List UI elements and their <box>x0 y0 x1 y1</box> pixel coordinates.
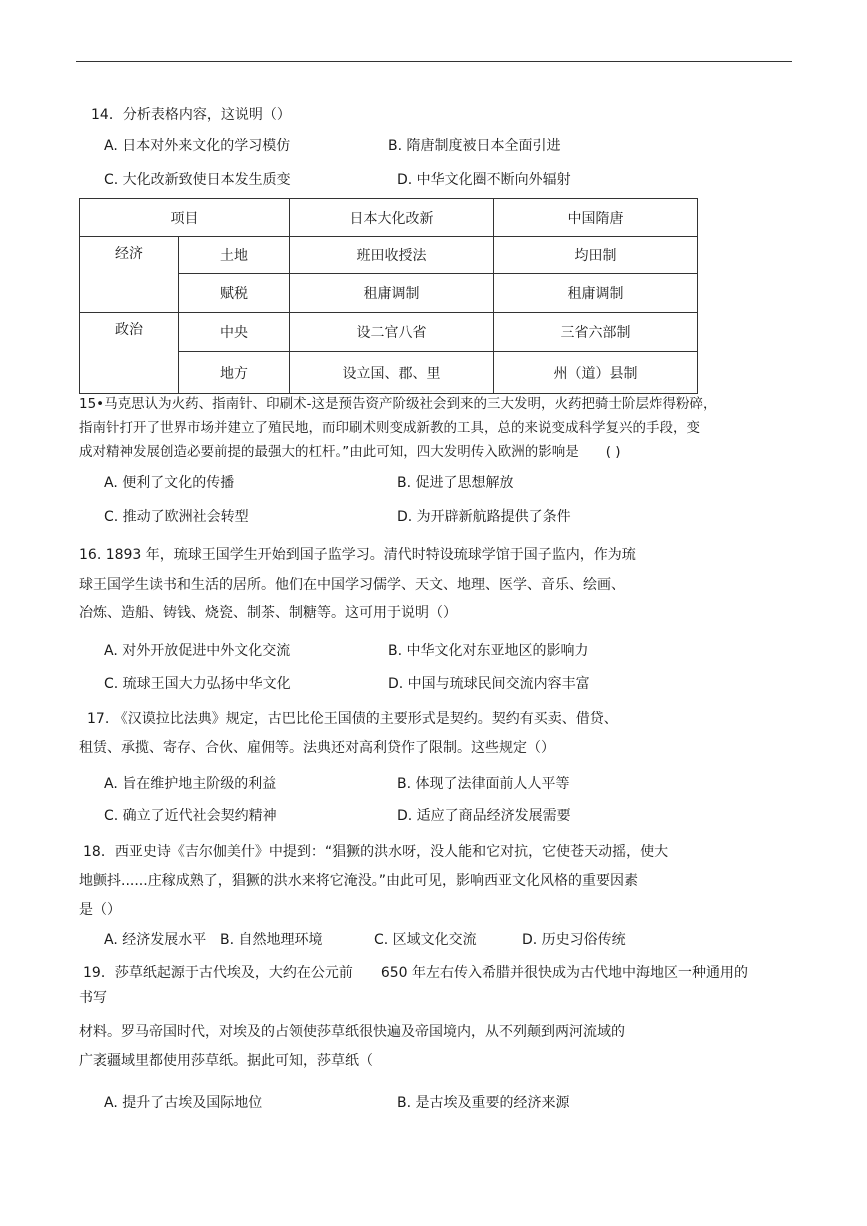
table-row <box>80 237 698 274</box>
q15-option-c[interactable]: C. 推动了欧洲社会转型 <box>104 509 249 525</box>
q19-line-3: 材料。罗马帝国时代，对埃及的占领使莎草纸很快遍及帝国境内，从不列颠到两河流域的 <box>79 1024 625 1040</box>
row-china: 三省六部制 <box>494 313 698 352</box>
row-china: 均田制 <box>494 237 698 274</box>
q18-option-d[interactable]: D. 历史习俗传统 <box>522 932 626 948</box>
q16-option-a[interactable]: A. 对外开放促进中外文化交流 <box>104 643 291 659</box>
comparison-table <box>79 198 698 394</box>
group-label-politics: 政治 <box>80 313 179 394</box>
q17-line-1: 17. 《汉谟拉比法典》规定，古巴比伦王国债的主要形式是契约。契约有买卖、借贷、 <box>87 711 618 727</box>
q17-option-d[interactable]: D. 适应了商品经济发展需要 <box>397 808 571 824</box>
row-item: 地方 <box>179 352 290 394</box>
q19-line-4: 广袤疆域里都使用莎草纸。据此可知，莎草纸（ <box>79 1053 373 1069</box>
row-japan: 设二官八省 <box>290 313 494 352</box>
q16-option-b[interactable]: B. 中华文化对东亚地区的影响力 <box>388 643 589 659</box>
q14-option-a[interactable]: A. 日本对外来文化的学习模仿 <box>104 138 291 154</box>
row-japan: 设立国、郡、里 <box>290 352 494 394</box>
header-japan: 日本大化改新 <box>290 199 494 237</box>
q19-option-a[interactable]: A. 提升了古埃及国际地位 <box>104 1095 263 1111</box>
q17-line-2: 租赁、承揽、寄存、合伙、雇佣等。法典还对高利贷作了限制。这些规定（） <box>79 740 555 756</box>
q14-option-b[interactable]: B. 隋唐制度被日本全面引进 <box>388 138 561 154</box>
q17-option-c[interactable]: C. 确立了近代社会契约精神 <box>104 808 277 824</box>
q18-option-c[interactable]: C. 区域文化交流 <box>374 932 477 948</box>
q19-option-b[interactable]: B. 是古埃及重要的经济来源 <box>397 1095 570 1111</box>
row-china: 州（道）县制 <box>494 352 698 394</box>
q16-line-2: 球王国学生读书和生活的居所。他们在中国学习儒学、天文、地理、医学、音乐、绘画、 <box>79 577 625 593</box>
q14-option-c[interactable]: C. 大化改新致使日本发生质变 <box>104 172 291 188</box>
q16-line-3: 冶炼、造船、铸钱、烧瓷、制茶、制糖等。这可用于说明（） <box>79 605 457 621</box>
row-japan: 班田收授法 <box>290 237 494 274</box>
row-item: 赋税 <box>179 274 290 313</box>
q15-line-1: 15•马克思认为火药、指南针、印刷术-这是预告资产阶级社会到来的三大发明，火药把骑士阶层炸得粉碎， <box>79 396 717 412</box>
q18-option-b[interactable]: B. 自然地理环境 <box>220 932 323 948</box>
q15-option-d[interactable]: D. 为开辟新航路提供了条件 <box>397 509 571 525</box>
q14-option-d[interactable]: D. 中华文化圈不断向外辐射 <box>397 172 571 188</box>
row-item: 土地 <box>179 237 290 274</box>
q18-line-1: 18．西亚史诗《吉尔伽美什》中提到：“猖獗的洪水呀，没人能和它对抗，它使苍天动摇，使大 <box>83 844 669 860</box>
q14-stem: 14．分析表格内容，这说明（） <box>91 107 291 123</box>
header-china: 中国隋唐 <box>494 199 698 237</box>
q17-option-b[interactable]: B. 体现了法律面前人人平等 <box>397 776 570 792</box>
q15-line-2: 指南针打开了世界市场并建立了殖民地，而印刷术则变成新教的工具，总的来说变成科学复兴的手段，变 <box>79 420 700 436</box>
q17-option-a[interactable]: A. 旨在维护地主阶级的利益 <box>104 776 277 792</box>
q18-line-2: 地颤抖......庄稼成熟了，猖獗的洪水来将它淹没。”由此可见，影响西亚文化风格的重要因素 <box>79 873 638 889</box>
header-rule <box>76 61 792 62</box>
row-japan: 租庸调制 <box>290 274 494 313</box>
group-label-economy: 经济 <box>80 237 179 313</box>
q15-line-3: 成对精神发展创造必要前提的最强大的杠杆。”由此可知，四大发明传入欧洲的影响是 ( ) <box>79 444 621 460</box>
q19-line-1: 19．莎草纸起源于古代埃及，大约在公元前 650 年左右传入希腊并很快成为古代地中海地区一种通用的 <box>83 965 748 981</box>
q18-option-a[interactable]: A. 经济发展水平 <box>104 932 207 948</box>
row-china: 租庸调制 <box>494 274 698 313</box>
header-item: 项目 <box>80 199 290 237</box>
q15-option-a[interactable]: A. 便利了文化的传播 <box>104 475 235 491</box>
q16-option-d[interactable]: D. 中国与琉球民间交流内容丰富 <box>388 676 590 692</box>
q18-line-3: 是（） <box>79 902 121 918</box>
q15-option-b[interactable]: B. 促进了思想解放 <box>397 475 514 491</box>
q16-line-1: 16. 1893 年，琉球王国学生开始到国子监学习。清代时特设琉球学馆于国子监内，作为琉 <box>79 547 636 563</box>
q16-option-c[interactable]: C. 琉球王国大力弘扬中华文化 <box>104 676 291 692</box>
row-item: 中央 <box>179 313 290 352</box>
q19-line-2: 书写 <box>79 990 107 1006</box>
table-header-row <box>80 199 698 237</box>
table-row <box>80 313 698 352</box>
